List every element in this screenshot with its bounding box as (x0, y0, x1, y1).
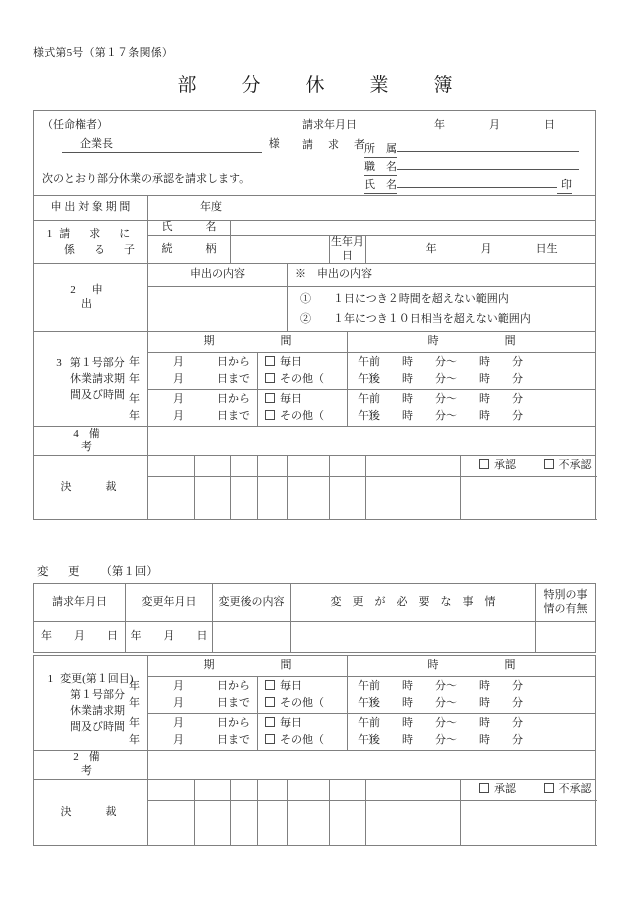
change-freq-daily: 毎日 (280, 717, 302, 729)
approval2-signature-cell[interactable] (148, 801, 195, 846)
approval2-section-label (34, 780, 148, 846)
name-label: 氏 名 (364, 179, 397, 194)
remarks-section-number: 4 (73, 427, 79, 440)
child-birth-label: 生年月日 (330, 235, 366, 264)
position-label: 職 名 (364, 161, 397, 176)
appointer-label: （任命権者） (42, 119, 108, 131)
approval2-signature-cell[interactable] (330, 801, 366, 846)
request-freq-daily: 毎日 (280, 393, 302, 406)
seal-label: 印 (557, 179, 572, 194)
requester-label: 請 求 者 (302, 139, 367, 151)
change-date-from[interactable]: 年 月 日から (129, 717, 250, 729)
position-value[interactable] (397, 156, 579, 170)
change-row-frequency[interactable] (258, 714, 379, 751)
application-content-header: 申出の内容 (148, 264, 288, 287)
change-summary-table (33, 583, 596, 653)
change-row-dates[interactable] (129, 677, 258, 714)
request-row-times[interactable] (348, 390, 596, 427)
application-section-number: 2 (70, 284, 76, 296)
remarks-value[interactable] (148, 427, 596, 456)
request-section-number: 3 (56, 357, 62, 370)
affiliation-label: 所 属 (364, 143, 397, 158)
remarks-section-title: 備 考 (81, 427, 184, 454)
target-period-value[interactable]: 年度 (148, 196, 596, 221)
change-period-header: 期 間 (148, 656, 348, 677)
change-remarks-section-label (34, 751, 184, 780)
approval-cell[interactable] (148, 456, 195, 477)
application-note-1: ① １日につき２時間を超えない範囲内 (300, 293, 509, 306)
request-date-label: 請求年月日 (302, 119, 357, 131)
request-date-from[interactable]: 年 月 日から (129, 393, 250, 406)
change-row-frequency[interactable] (258, 677, 379, 714)
special-header-line-1: 特別の事 (543, 588, 588, 601)
change-remarks-number: 2 (73, 751, 79, 764)
approval2-cell[interactable] (366, 780, 461, 801)
request-date-to[interactable]: 年 月 日まで (129, 410, 250, 423)
change-remarks-title: 備 考 (81, 751, 184, 777)
approval-signature-cell[interactable] (148, 477, 195, 520)
checkbox-other-icon[interactable] (265, 734, 275, 744)
approval-cell[interactable] (288, 456, 330, 477)
approval-signature-cell[interactable] (330, 477, 366, 520)
change-reason-value[interactable] (291, 622, 536, 653)
checkbox-approve-icon[interactable] (479, 783, 489, 793)
child-section-label (34, 221, 148, 264)
checkbox-daily-icon[interactable] (265, 356, 275, 366)
checkbox-other-icon[interactable] (265, 373, 275, 383)
change-date-to[interactable]: 年 月 日まで (129, 697, 250, 709)
change-content-value[interactable] (213, 622, 291, 653)
approval2-signature-cell[interactable] (195, 801, 231, 846)
change-row-dates[interactable] (129, 714, 258, 751)
appointer-value[interactable]: 企業長 (62, 138, 262, 153)
special-circumstance-value[interactable] (536, 622, 596, 653)
application-section-title: 申 出 (81, 284, 187, 310)
approval2-signature-cell[interactable] (288, 801, 330, 846)
request-time-pm[interactable]: 午後 時 分〜 時 分 (358, 373, 523, 386)
change-request-title-2: 第１号部分 (70, 689, 125, 701)
approval2-label-text: 決 裁 (60, 805, 121, 818)
request-section-title-3: 間及び時間 (70, 389, 125, 402)
change-freq-other: その他（ ） (280, 734, 379, 746)
approval2-cell[interactable] (195, 780, 231, 801)
approval-cell[interactable] (330, 456, 366, 477)
change-time-pm[interactable]: 午後 時 分〜 時 分 (358, 734, 524, 746)
request-freq-other: その他（ ） (280, 373, 379, 386)
requester-info-block (34, 111, 596, 196)
request-date-from[interactable]: 年 月 日から (129, 356, 250, 369)
approval2-cell[interactable] (258, 780, 288, 801)
request-date-value[interactable]: 年 月 日 (434, 119, 555, 131)
request-freq-other: その他（ ） (280, 410, 379, 423)
affiliation-value[interactable] (397, 138, 579, 152)
approval-section-label (34, 456, 148, 520)
change-heading-round: （第１回） (100, 566, 158, 578)
child-birth-value[interactable]: 年 月 日生 (366, 235, 596, 264)
child-relation-value[interactable] (231, 235, 330, 264)
change-time-am[interactable]: 午前 時 分〜 時 分 (358, 717, 524, 729)
request-row-dates[interactable] (129, 353, 258, 390)
approval-cell[interactable] (231, 456, 258, 477)
approval2-cell[interactable] (148, 780, 195, 801)
checkbox-approve-icon[interactable] (479, 459, 489, 469)
checkbox-daily-icon[interactable] (265, 717, 275, 727)
approval-decision-options[interactable] (461, 456, 596, 477)
request-time-am[interactable]: 午前 時 分〜 時 分 (358, 393, 523, 406)
approval-signature-cell[interactable] (258, 477, 288, 520)
honorific-label: 様 (268, 138, 280, 150)
special-circumstance-header (536, 584, 596, 622)
checkbox-daily-icon[interactable] (265, 680, 275, 690)
approval-cell[interactable] (195, 456, 231, 477)
change-date-header: 変更年月日 (126, 584, 213, 622)
child-relation-label: 続 柄 (148, 235, 231, 264)
approve2-label: 承認 (494, 783, 517, 796)
change-heading-label: 変 更 (37, 566, 84, 578)
checkbox-other-icon[interactable] (265, 410, 275, 420)
application-note-header: ※ 申出の内容 (288, 264, 596, 287)
approval-signature-cell[interactable] (288, 477, 330, 520)
change-remarks-value[interactable] (148, 751, 596, 780)
checkbox-other-icon[interactable] (265, 697, 275, 707)
approval2-decision-options[interactable] (461, 780, 596, 801)
approval2-cell[interactable] (330, 780, 366, 801)
approval2-signature-cell[interactable] (461, 801, 596, 846)
change-detail-table (33, 655, 596, 846)
request-row-frequency[interactable] (258, 390, 379, 427)
request-time-am[interactable]: 午前 時 分〜 時 分 (358, 356, 523, 369)
change-date-value[interactable]: 年 月 日 (126, 622, 213, 653)
checkbox-reject-icon[interactable] (544, 783, 554, 793)
change-time-am[interactable]: 午前 時 分〜 時 分 (358, 680, 524, 692)
change-section-heading (37, 563, 158, 579)
approval-cell[interactable] (258, 456, 288, 477)
approval2-signature-cell[interactable] (231, 801, 258, 846)
change-request-number: 1 (47, 673, 54, 685)
approval-label-text: 決 裁 (60, 480, 121, 493)
child-section-title-2: 係 る 子 (64, 244, 139, 257)
application-notes (288, 287, 596, 332)
change-reason-header: 変 更 が 必 要 な 事 情 (291, 584, 536, 622)
change-request-date-value[interactable]: 年 月 日 (34, 622, 126, 653)
main-form-table (33, 110, 596, 520)
change-request-title-4: 間及び時間 (70, 721, 125, 733)
name-value[interactable] (397, 174, 557, 188)
approval2-signature-cell[interactable] (258, 801, 288, 846)
change-freq-daily: 毎日 (280, 680, 302, 692)
request-freq-daily: 毎日 (280, 356, 302, 369)
request-row-dates[interactable] (129, 390, 258, 427)
change-request-title-3: 休業請求期 (70, 705, 125, 717)
request-section-title-1: 第１号部分 (69, 357, 125, 370)
special-header-line-2: 情の有無 (543, 602, 588, 615)
page-title: 部 分 休 業 簿 (177, 75, 466, 96)
change-content-header: 変更後の内容 (213, 584, 291, 622)
application-section-label (34, 264, 187, 332)
change-date-from[interactable]: 年 月 日から (129, 680, 250, 692)
change-request-date-header: 請求年月日 (34, 584, 126, 622)
approval-signature-cell[interactable] (195, 477, 231, 520)
approval2-cell[interactable] (288, 780, 330, 801)
child-section-title: 請 求 に (59, 228, 135, 241)
approval-signature-cell[interactable] (231, 477, 258, 520)
request-row-times[interactable] (348, 353, 596, 390)
approval2-cell[interactable] (231, 780, 258, 801)
change-row-times[interactable] (348, 714, 596, 751)
approval2-signature-cell[interactable] (366, 801, 461, 846)
remarks-section-label (34, 427, 184, 456)
child-name-value[interactable] (231, 221, 596, 236)
form-number: 様式第5号（第１７条関係） (33, 47, 174, 59)
request-time-header: 時 間 (348, 332, 596, 353)
reject-label: 不承認 (558, 459, 592, 472)
approval-signature-cell[interactable] (366, 477, 461, 520)
reject2-label: 不承認 (558, 783, 592, 796)
checkbox-reject-icon[interactable] (544, 459, 554, 469)
approval-signature-cell[interactable] (461, 477, 596, 520)
change-request-title-1: 変更(第１回目) (60, 673, 134, 685)
request-section-title-2: 休業請求期 (70, 373, 125, 386)
request-date-to[interactable]: 年 月 日まで (129, 373, 250, 386)
child-section-number: 1 (46, 228, 53, 241)
child-name-label: 氏 名 (148, 221, 231, 236)
application-note-2: ② １年につき１０日相当を超えない範囲内 (300, 313, 531, 326)
request-time-pm[interactable]: 午後 時 分〜 時 分 (358, 410, 523, 423)
request-row-frequency[interactable] (258, 353, 379, 390)
statement-text: 次のとおり部分休業の承認を請求します。 (42, 173, 251, 185)
change-date-to[interactable]: 年 月 日まで (129, 734, 250, 746)
change-time-pm[interactable]: 午後 時 分〜 時 分 (358, 697, 524, 709)
request-period-header: 期 間 (148, 332, 348, 353)
target-period-label: 申 出 対 象 期 間 (34, 196, 148, 221)
approve-label: 承認 (494, 459, 516, 472)
checkbox-daily-icon[interactable] (265, 393, 275, 403)
change-row-times[interactable] (348, 677, 596, 714)
change-freq-other: その他（ ） (280, 697, 379, 709)
approval-cell[interactable] (366, 456, 461, 477)
change-time-header: 時 間 (348, 656, 596, 677)
